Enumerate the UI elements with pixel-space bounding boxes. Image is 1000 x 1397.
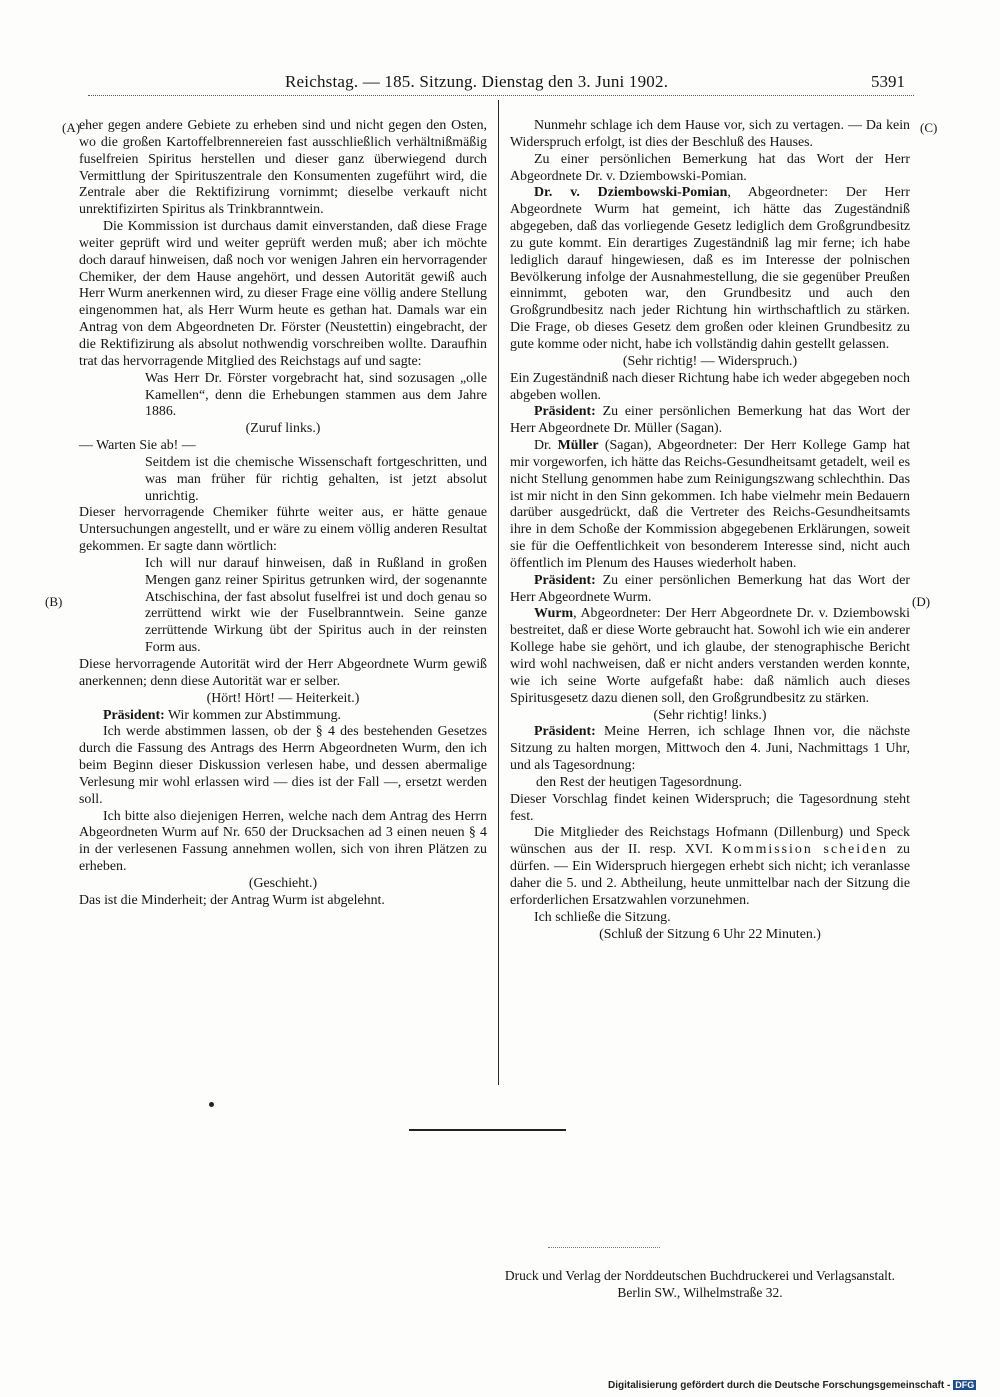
page-number: 5391 — [871, 72, 905, 91]
speech: Wurm, Abgeordneter: Der Herr Abgeordnete Dr. v. Dziembowski bestreitet, daß er diese Worte gebraucht hat. Sowohl ich wie ein anderer Kollege habe sie gehört, und ich glaube, der stenographische Bericht wird wohl nachweisen, daß er nicht anders verstanden werden konnte, wie ich seine Worte aufgefaßt habe: daß nämlich auch dieses Spiritusgesetz dazu dienen soll, den Großgrundbesitz zu stärken. — [510, 606, 910, 706]
closing-note: (Schluß der Sitzung 6 Uhr 22 Minuten.) — [599, 926, 821, 942]
speech: Präsident: Meine Herren, ich schlage Ihnen vor, die nächste Sitzung zu halten morgen, Mittwoch den 4. Juni, Nachmittags 1 Uhr, und als Tagesordnung: — [510, 724, 910, 774]
margin-mark-c: (C) — [920, 120, 938, 135]
paragraph: Die Kommission ist durchaus damit einverstanden, daß diese Frage weiter geprüft wird und weiter geprüft werden muß; aber ich möchte doch darauf hinweisen, daß noch vor wenigen Jahren ein hervorragender Chemiker, der dem Hause angehört, und dessen Autorität gewiß auch Herr Wurm anerkennen wird, zu dieser Frage eine völlig andere Stellung eingenommen hat, als Herr Wurm heute es gethan hat. Damals war ein Antrag von dem Abgeordneten Dr. Förster (Neustettin) eingebracht, der die Rektifizirung als absolut nothwendig vorschreiben wollte. Daraufhin trat das hervorragende Mitglied des Reichstags auf und sagte: — [79, 219, 487, 369]
paragraph: Zu einer persönlichen Bemerkung hat das Wort der Herr Abgeordnete Dr. v. Dziembowski-Pomian. — [510, 151, 910, 184]
speaker-name: Präsident: — [534, 404, 596, 420]
end-rule — [409, 1129, 566, 1131]
right-column — [510, 118, 910, 943]
paragraph: Dieser Vorschlag findet keinen Widerspruch; die Tagesordnung steht fest. — [510, 791, 910, 824]
ink-dot — [209, 1102, 214, 1107]
speech: Präsident: Zu einer persönlichen Bemerkung hat das Wort der Herr Abgeordnete Wurm. — [510, 572, 910, 605]
paragraph: Ein Zugeständniß nach dieser Richtung habe ich weder abgegeben noch abgeben wollen. — [510, 370, 910, 403]
header-rule — [88, 95, 914, 96]
speech: Dr. v. Dziembowski-Pomian, Abgeordneter: Der Herr Abgeordnete Wurm hat gemeint, ich hätte das Zugeständniß abgegeben, daß das vorliegende Gesetz lediglich dem Großgrundbesitz zu gute kommt. Ein derartiges Zugeständniß lag mir ferne; ich habe lediglich darauf hingewiesen, daß es im Interesse der polnischen Bevölkerung infolge der Ausnahmestellung, die sie gegenüber Preußen einnimmt, geboten war, den Grundbesitz und auch den Großgrundbesitz nach jeder Richtung hin wirthschaftlich zu stärken. Die Frage, ob dieses Gesetz dem großen oder kleinen Grundbesitz zu gute komme oder nicht, habe ich vollständig dahin gestellt gelassen. — [510, 185, 910, 352]
speaker-name: Dr. v. Dziembowski-Pomian — [534, 185, 728, 201]
paragraph: Das ist die Minderheit; der Antrag Wurm ist abgelehnt. — [79, 892, 385, 908]
interjection: (Hört! Hört! — Heiterkeit.) — [206, 690, 360, 706]
interjection: (Sehr richtig! links.) — [653, 707, 767, 723]
paragraph: Ich werde abstimmen lassen, ob der § 4 des bestehenden Gesetzes durch die Fassung des Antrags des Herrn Abgeordneten Wurm, den ich beim Beginn dieser Diskussion verlesen habe, und dessen abermalige Verlesung mir wohl erlassen wird — dies ist der Fall —, ersetzt werden soll. — [79, 724, 487, 807]
agenda-item: den Rest der heutigen Tagesordnung. — [536, 774, 742, 790]
column-divider — [498, 100, 499, 1085]
speaker-name: Präsident: — [103, 707, 165, 723]
paragraph: Ich bitte also diejenigen Herren, welche nach dem Antrag des Herrn Abgeordneten Wurm auf Nr. 650 der Drucksachen ad 3 einen neuen § 4 in der verlesenen Fassung annehmen wollen, sich von ihren Plätzen zu erheben. — [79, 808, 487, 875]
speaker-name: Müller — [557, 438, 599, 454]
quote: Seitdem ist die chemische Wissenschaft fortgeschritten, und was man früher für richtig gehalten, ist jetzt absolut unrichtig. — [145, 454, 487, 504]
footer-text: Digitalisierung gefördert durch die Deutsche Forschungsgemeinschaft - — [608, 1380, 951, 1391]
margin-mark-d: (D) — [912, 594, 931, 609]
paragraph: Dieser hervorragende Chemiker führte weiter aus, er hätte genaue Untersuchungen angestellt, und er wäre zu einem völlig anderen Resultat gekommen. Er sagte dann wörtlich: — [79, 505, 487, 555]
quote: Was Herr Dr. Förster vorgebracht hat, sind sozusagen „olle Kamellen“, denn die Erhebungen stammen aus dem Jahre 1886. — [145, 370, 487, 420]
paragraph: Die Mitglieder des Reichstags Hofmann (Dillenburg) und Speck wünschen aus der II. resp. XVI. Kommission scheiden zu dürfen. — Ein Widerspruch hiergegen erhebt sich nicht; ich veranlasse daher die 5. und 2. Abtheilung, heute unmittelbar nach der Sitzung die erforderlichen Ersatzwahlen vorzunehmen. — [510, 825, 910, 908]
interjection: (Sehr richtig! — Widerspruch.) — [622, 353, 798, 369]
left-column — [79, 118, 487, 910]
imprint-rule — [548, 1247, 660, 1248]
running-title: Reichstag. — 185. Sitzung. Dienstag den 3. Juni 1902. — [285, 72, 669, 91]
speaker-name: Präsident: — [534, 572, 596, 588]
margin-mark-b: (B) — [45, 594, 63, 609]
imprint — [490, 1267, 910, 1301]
speech: Dr. Müller (Sagan), Abgeordneter: Der Herr Kollege Gamp hat mir vorgeworfen, ich hätte das Reichs-Gesundheitsamt getadelt, weil es nicht Stellung genommen habe zum Reinigungszwang schlechthin. Das ist mir nicht in den Sinn gekommen. Ich habe vielmehr mein Bedauern darüber ausgedrückt, daß die Vertreter des Reichs-Gesundheitsamts ihre in dem Schoße der Kommission abgegebenen Erklärungen, soweit sie für die Oeffentlichkeit von besonderem Interesse sind, nicht auch öffentlich im Plenum des Hauses wiederholt haben. — [510, 438, 910, 571]
digitization-footer — [608, 1380, 976, 1391]
paragraph: eher gegen andere Gebiete zu erheben sind und nicht gegen den Osten, wo die großen Kartoffelbrennereien fast ausschließlich verhältnißmäßig fuselfreien Spiritus herstellen und dieser ganz überwiegend durch Vermittlung der Spirituszentrale den Konsumenten zugeführt wird, die Zentrale aber die Rektifizirung vornimmt; dieselbe verkauft nicht unrektifizirten Spiritus als Trinkbranntwein. — [79, 118, 487, 218]
imprint-line: Druck und Verlag der Norddeutschen Buchdruckerei und Verlagsanstalt. — [504, 1268, 896, 1283]
speech: Präsident: Wir kommen zur Abstimmung. — [103, 707, 342, 723]
interjection: (Zuruf links.) — [245, 421, 321, 437]
margin-mark-a: (A) — [62, 120, 81, 135]
quote: Ich will nur darauf hinweisen, daß in Rußland in großen Mengen ganz reiner Spiritus getrunken wird, der sogenannte Atschischina, der fast absolut fuselfrei ist und doch genau so zerrüttend wirkt wie der Fuselbranntwein. Seine ganze zerrüttende Wirkung übt der Spiritus auch in der reinsten Form aus. — [145, 555, 487, 656]
paragraph: Diese hervorragende Autorität wird der Herr Abgeordnete Wurm gewiß anerkennen; denn diese Autorität war er selber. — [79, 657, 487, 689]
paragraph: Nunmehr schlage ich dem Hause vor, sich zu vertagen. — Da kein Widerspruch erfolgt, ist dies der Beschluß des Hauses. — [510, 118, 910, 150]
speaker-name: Präsident: — [534, 724, 596, 740]
remark: — Warten Sie ab! — — [79, 438, 196, 454]
speaker-name: Wurm — [534, 606, 574, 622]
speech: Präsident: Zu einer persönlichen Bemerkung hat das Wort der Herr Abgeordnete Dr. Müller (Sagan). — [510, 404, 910, 437]
imprint-line: Berlin SW., Wilhelmstraße 32. — [617, 1285, 783, 1300]
dfg-logo: DFG — [955, 1380, 975, 1390]
interjection: (Geschieht.) — [248, 875, 318, 891]
paragraph: Ich schließe die Sitzung. — [534, 909, 671, 925]
